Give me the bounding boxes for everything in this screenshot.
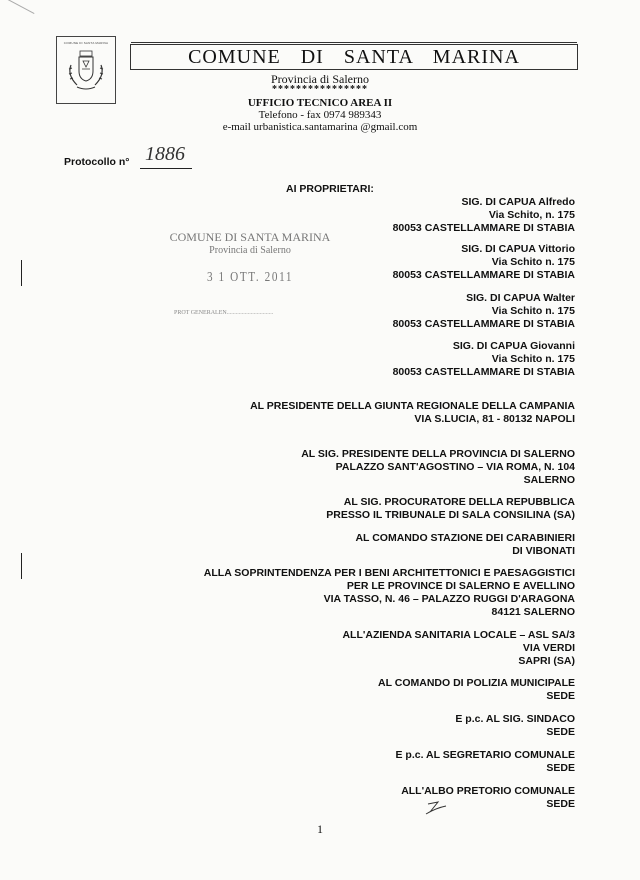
- recipient-line: SEDE: [546, 690, 575, 702]
- margin-mark: [21, 553, 22, 579]
- recipient-block: [250, 400, 575, 426]
- recipient-line: SEDE: [546, 726, 575, 738]
- owner-block: [393, 196, 575, 235]
- owner-city: 80053 CASTELLAMMARE DI STABIA: [392, 222, 575, 234]
- recipient-block: [204, 567, 575, 619]
- margin-mark: [21, 260, 22, 286]
- page-number: 1: [317, 822, 323, 836]
- owner-name: SIG. DI CAPUA Giovanni: [452, 340, 575, 352]
- recipient-line: 84121 SALERNO: [491, 606, 575, 618]
- recipient-line: AL SIG. PROCURATORE DELLA REPUBBLICA: [343, 496, 575, 508]
- recipient-block: [396, 749, 575, 775]
- handwritten-initial-icon: [424, 798, 450, 820]
- recipient-block: [301, 448, 575, 487]
- title-box: [130, 44, 578, 70]
- title-top-rule: [131, 42, 577, 43]
- protocol-underline: [140, 168, 192, 169]
- recipient-block: [455, 713, 575, 739]
- recipient-line: SEDE: [546, 762, 575, 774]
- owners-heading: AI PROPRIETARI:: [286, 183, 374, 195]
- recipient-line: VIA VERDI: [522, 642, 575, 654]
- owner-street: Via Schito, n. 175: [488, 209, 575, 221]
- recipient-line: PER LE PROVINCE DI SALERNO E AVELLINO: [346, 580, 575, 592]
- recipient-line: SAPRI (SA): [518, 655, 575, 667]
- stamp-protocol-line: PROT GENERALEN...............................: [174, 310, 274, 316]
- recipient-line: E p.c. AL SEGRETARIO COMUNALE: [395, 749, 575, 761]
- recipient-block: [326, 496, 575, 522]
- scan-artifact: [8, 0, 35, 14]
- recipient-line: ALLA SOPRINTENDENZA PER I BENI ARCHITETTONICI E PAESAGGISTICI: [203, 567, 575, 579]
- office-phone: Telefono - fax 0974 989343: [258, 109, 382, 121]
- recipient-line: ALL'ALBO PRETORIO COMUNALE: [401, 785, 575, 797]
- recipient-line: VIA TASSO, N. 46 – PALAZZO RUGGI D'ARAGONA: [323, 593, 575, 605]
- recipient-line: SEDE: [546, 798, 575, 810]
- logo-caption: COMUNE DI SANTA MARINA: [63, 41, 109, 45]
- protocol-label: Protocollo n°: [64, 156, 130, 168]
- stamp-province: Provincia di Salerno: [209, 245, 291, 256]
- owner-name: SIG. DI CAPUA Walter: [466, 292, 575, 304]
- recipient-block: [342, 629, 575, 668]
- owner-name: SIG. DI CAPUA Vittorio: [461, 243, 575, 255]
- owner-block: [393, 292, 575, 331]
- province-line: Provincia di Salerno: [271, 72, 369, 86]
- owner-city: 80053 CASTELLAMMARE DI STABIA: [392, 269, 575, 281]
- owner-block: [393, 243, 575, 282]
- recipient-block: [355, 532, 575, 558]
- protocol-number: 1886: [145, 143, 185, 165]
- municipality-title: COMUNE DI SANTA MARINA: [188, 46, 520, 68]
- recipient-block: [378, 677, 575, 703]
- owner-street: Via Schito n. 175: [491, 256, 575, 268]
- recipient-line: E p.c. AL SIG. SINDACO: [455, 713, 575, 725]
- recipient-line: AL COMANDO DI POLIZIA MUNICIPALE: [378, 677, 575, 689]
- owner-city: 80053 CASTELLAMMARE DI STABIA: [392, 318, 575, 330]
- owner-name: SIG. DI CAPUA Alfredo: [461, 196, 575, 208]
- office-name: UFFICIO TECNICO AREA II: [247, 97, 393, 109]
- recipient-line: ALL'AZIENDA SANITARIA LOCALE – ASL SA/3: [342, 629, 575, 641]
- owner-street: Via Schito n. 175: [491, 305, 575, 317]
- reception-stamp: [160, 230, 340, 286]
- owner-city: 80053 CASTELLAMMARE DI STABIA: [392, 366, 575, 378]
- header-stars: ****************: [272, 84, 368, 95]
- recipient-line: VIA S.LUCIA, 81 - 80132 NAPOLI: [414, 413, 575, 425]
- recipient-line: AL PRESIDENTE DELLA GIUNTA REGIONALE DELLA CAMPANIA: [250, 400, 575, 412]
- recipient-line: DI VIBONATI: [512, 545, 575, 557]
- recipient-line: SALERNO: [523, 474, 575, 486]
- stamp-municipality: COMUNE DI SANTA MARINA: [169, 230, 331, 244]
- stamp-date: 3 1 OTT. 2011: [206, 270, 294, 285]
- recipient-line: AL SIG. PRESIDENTE DELLA PROVINCIA DI SALERNO: [301, 448, 575, 460]
- owner-street: Via Schito n. 175: [491, 353, 575, 365]
- recipient-line: PALAZZO SANT'AGOSTINO – VIA ROMA, N. 104: [335, 461, 575, 473]
- office-email: e-mail urbanistica.santamarina @gmail.com: [222, 121, 418, 133]
- recipient-line: PRESSO IL TRIBUNALE DI SALA CONSILINA (SA): [326, 509, 575, 521]
- owner-block: [393, 340, 575, 379]
- recipient-line: AL COMANDO STAZIONE DEI CARABINIERI: [355, 532, 575, 544]
